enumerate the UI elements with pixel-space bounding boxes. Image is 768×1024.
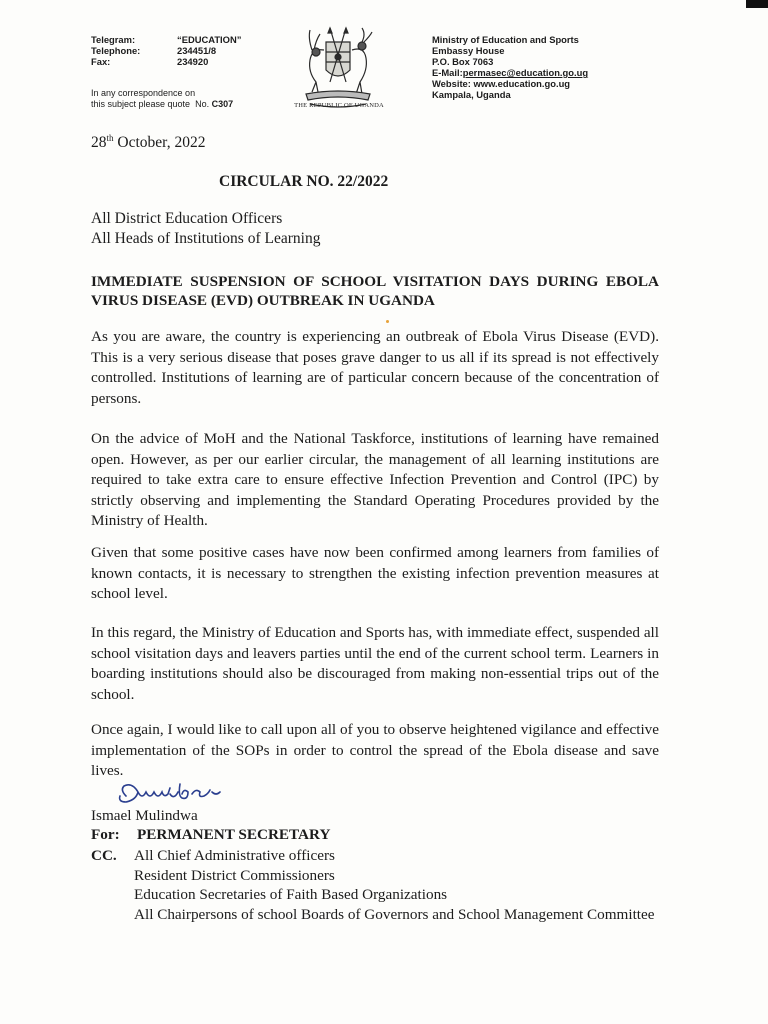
crest-caption: THE REPUBLIC OF UGANDA xyxy=(294,102,384,109)
date-suffix: th xyxy=(106,133,114,143)
ministry-address xyxy=(432,34,588,100)
cc-item: Resident District Commissioners xyxy=(134,866,335,884)
cc-label: CC. xyxy=(91,847,117,864)
contact-label: Fax: xyxy=(91,56,111,67)
correspondence-note xyxy=(91,88,233,110)
addressees xyxy=(91,209,320,249)
for-label: For: xyxy=(91,826,120,843)
ministry-building: Embassy House xyxy=(432,45,505,56)
correspondence-note-line2 xyxy=(91,99,233,110)
cc-list xyxy=(91,846,661,924)
ministry-city: Kampala, Uganda xyxy=(432,89,511,100)
cc-item: All Chief Administrative officers xyxy=(134,847,335,864)
correspondence-note-line1: In any correspondence on xyxy=(91,88,196,98)
paragraph-2: On the advice of MoH and the National Taskforce, institutions of learning have remained open. However, as per our earlier circular, the management of all learning institutions are required to take extra care to ensure effective Infection Prevention and Control (IPC) by strictly observing and implementing the Standard Operating Procedures provided by the Ministry of Health. xyxy=(91,430,659,529)
contact-label: Telegram: xyxy=(91,34,136,45)
contact-value: “EDUCATION” xyxy=(177,34,242,45)
ministry-po-box: P.O. Box 7063 xyxy=(432,56,494,67)
email-label: E-Mail: xyxy=(432,67,463,78)
email-link[interactable]: permasec@education.go.ug xyxy=(462,67,589,78)
contact-value: 234451/8 xyxy=(177,45,217,56)
uganda-coat-of-arms-icon xyxy=(288,20,388,115)
paragraph-5: Once again, I would like to call upon all of you to observe heightened vigilance and effective implementation of the SOPs in order to control the spread of the Ebola disease and save lives. xyxy=(91,721,659,779)
subject-heading: IMMEDIATE SUSPENSION OF SCHOOL VISITATION DAYS DURING EBOLA VIRUS DISEASE (EVD) OUTBREAK IN UGANDA xyxy=(91,273,659,309)
for-title: PERMANENT SECRETARY xyxy=(137,826,331,843)
signatory-name: Ismael Mulindwa xyxy=(91,807,198,824)
date-day: 28 xyxy=(91,134,107,152)
contact-row-fax xyxy=(91,56,241,67)
addressee-line: All Heads of Institutions of Learning xyxy=(91,230,321,247)
correspondence-ref: C307 xyxy=(211,99,234,109)
scan-speck xyxy=(386,320,389,323)
ministry-website: Website: www.education.go.ug xyxy=(432,78,571,89)
letter-date xyxy=(91,133,205,152)
cc-item: Education Secretaries of Faith Based Organizations xyxy=(134,886,448,903)
cc-item: All Chairpersons of school Boards of Governors and School Management Committee xyxy=(134,905,655,923)
paragraph-1: As you are aware, the country is experiencing an outbreak of Ebola Virus Disease (EVD). This is a very serious disease that poses grave danger to us all if its spread is not effectively controlled. Institutions of learning are of particular concern because of the concentration of persons. xyxy=(91,328,659,407)
contact-details xyxy=(91,34,241,67)
for-line xyxy=(91,826,330,844)
cc-items xyxy=(134,846,661,924)
contact-row-telegram xyxy=(91,34,241,45)
contact-value: 234920 xyxy=(177,56,209,67)
ministry-email-line xyxy=(432,67,588,78)
ministry-name: Ministry of Education and Sports xyxy=(432,34,579,45)
paragraph-3: Given that some positive cases have now been confirmed among learners from families of known contacts, it is necessary to strengthen the existing infection prevention measures at school level. xyxy=(91,544,659,602)
paragraph-4: In this regard, the Ministry of Education and Sports has, with immediate effect, suspended all school visitation days and leavers parties until the end of the current school term. Learners in boarding institutions should also be discouraged from making non-essential trips out of the school. xyxy=(91,624,659,703)
scan-corner-mark xyxy=(746,0,768,8)
correspondence-note-text: this subject please quote xyxy=(91,99,191,109)
correspondence-no-label: No. xyxy=(195,99,210,109)
handwritten-signature xyxy=(112,780,232,810)
date-month-year: October, 2022 xyxy=(113,134,206,152)
contact-label: Telephone: xyxy=(91,45,141,56)
contact-row-telephone xyxy=(91,45,241,56)
circular-number: CIRCULAR NO. 22/2022 xyxy=(219,173,389,190)
addressee-line: All District Education Officers xyxy=(91,210,283,227)
